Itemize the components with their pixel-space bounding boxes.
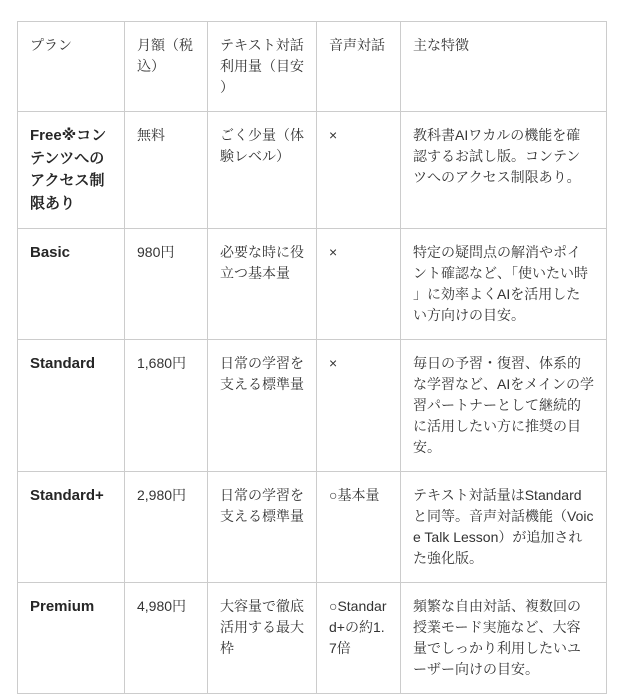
cell-voice: × [317,340,401,472]
header-row [18,22,607,112]
col-header-voice: 音声対話 [317,22,401,112]
cell-voice: ○Standard+の約1.7倍 [317,583,401,694]
cell-price: 980円 [125,229,208,340]
cell-plan-name: Premium [18,583,125,694]
cell-text-usage: 日常の学習を支える標準量 [208,472,317,583]
table-row-standard [18,340,607,472]
cell-plan-name: Basic [18,229,125,340]
table-row-free [18,112,607,229]
cell-text-usage: ごく少量（体験レベル） [208,112,317,229]
cell-price: 2,980円 [125,472,208,583]
col-header-text-usage: テキスト対話利用量（目安） [208,22,317,112]
cell-price: 無料 [125,112,208,229]
cell-plan-name: Free※コンテンツへのアクセス制限あり [18,112,125,229]
cell-price: 1,680円 [125,340,208,472]
cell-features: テキスト対話量はStandardと同等。音声対話機能（Voice Talk Lesson）が追加された強化版。 [401,472,607,583]
col-header-features: 主な特徴 [401,22,607,112]
cell-price: 4,980円 [125,583,208,694]
table-row-standard-plus [18,472,607,583]
cell-features: 特定の疑問点の解消やポイント確認など、「使いたい時」に効率よくAIを活用したい方向けの目安。 [401,229,607,340]
pricing-plan-table [17,21,607,694]
cell-text-usage: 大容量で徹底活用する最大枠 [208,583,317,694]
table-row-basic [18,229,607,340]
cell-plan-name: Standard [18,340,125,472]
cell-plan-name: Standard+ [18,472,125,583]
col-header-price: 月額（税込） [125,22,208,112]
table-row-premium [18,583,607,694]
col-header-plan: プラン [18,22,125,112]
cell-voice: × [317,229,401,340]
cell-text-usage: 必要な時に役立つ基本量 [208,229,317,340]
cell-text-usage: 日常の学習を支える標準量 [208,340,317,472]
cell-features: 教科書AIワカルの機能を確認するお試し版。コンテンツへのアクセス制限あり。 [401,112,607,229]
cell-features: 頻繁な自由対話、複数回の授業モード実施など、大容量でしっかり利用したいユーザー向けの目安。 [401,583,607,694]
cell-features: 毎日の予習・復習、体系的な学習など、AIをメインの学習パートナーとして継続的に活用したい方に推奨の目安。 [401,340,607,472]
cell-voice: ○基本量 [317,472,401,583]
cell-voice: × [317,112,401,229]
